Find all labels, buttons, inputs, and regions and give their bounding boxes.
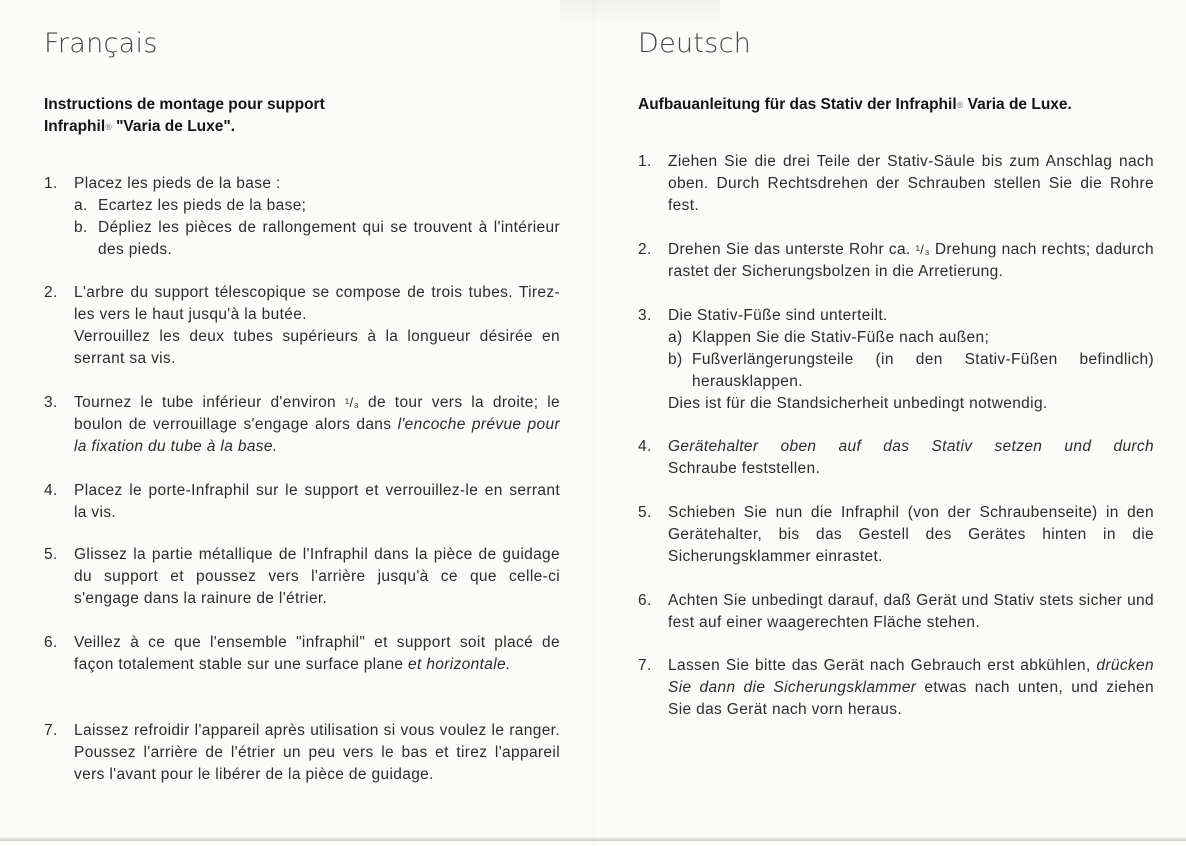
french-heading-model: "Varia de Luxe".: [111, 118, 236, 135]
registered-mark: ®: [105, 122, 112, 132]
substep-b: [74, 217, 560, 261]
step-text: Placez les pieds de la base :: [74, 175, 281, 192]
step-number: 4.: [44, 482, 58, 499]
step-text: etwas nach unten, und ziehen Sie das Gerät nach vorn heraus.: [668, 679, 1154, 718]
step-text: Schieben Sie nun die Infraphil (von der Schraubenseite) in den Gerätehalter, bis das Gestell des Gerätes hinten in die Sicherungsklammer einrastet.: [668, 504, 1154, 565]
french-step-1: [44, 173, 560, 261]
step-number: 3.: [44, 394, 58, 411]
step-text: Schraube feststellen.: [668, 460, 821, 477]
step-number: 6.: [638, 592, 652, 609]
page-bottom-edge: [0, 838, 1186, 841]
step-text: Verrouillez les deux tubes supérieurs à la longueur désirée en serrant sa vis.: [74, 328, 560, 367]
french-step-5: [44, 544, 560, 610]
step-text: Ziehen Sie die drei Teile der Stativ-Säule bis zum Anschlag nach oben. Durch Rechtsdrehen der Schrauben stellen Sie die Rohre fest.: [668, 153, 1154, 214]
german-step-2: [638, 239, 1154, 283]
step-number: 6.: [44, 634, 58, 651]
substep-label: a): [668, 329, 683, 346]
french-step-2: [44, 282, 560, 370]
step-number: 3.: [638, 307, 652, 324]
step-number: 5.: [44, 546, 58, 563]
substep-b: [668, 349, 1154, 393]
paper-fold-shadow: [560, 0, 720, 26]
step-text-italic: Gerätehalter oben auf das Stativ setzen und durch: [668, 438, 1154, 455]
french-step-6: [44, 632, 560, 676]
step-text: Laissez refroidir l'appareil après utilisation si vous voulez le ranger. Poussez l'arrière de l'étrier un peu vers le bas et tirez l'appareil vers l'avant pour le libérer de la pièce de guidage.: [74, 722, 560, 783]
fraction: ¹/₃: [344, 395, 360, 410]
german-heading-model: Varia de Luxe.: [963, 96, 1072, 113]
german-step-6: [638, 590, 1154, 634]
fraction: ¹/₃: [915, 242, 930, 257]
step-number: 2.: [44, 284, 58, 301]
step-text: de tour vers la droite; le boulon de verrouillage s'engage alors dans: [74, 394, 560, 433]
german-step-5: [638, 502, 1154, 568]
step-text: Lassen Sie bitte das Gerät nach Gebrauch erst abkühlen,: [668, 657, 1097, 674]
substep-text: Dépliez les pièces de rallongement qui se trouvent à l'intérieur des pieds.: [98, 219, 560, 258]
german-step-7: [638, 655, 1154, 721]
step-text: Drehen Sie das unterste Rohr ca.: [668, 241, 916, 258]
german-step-3: [638, 305, 1154, 415]
french-heading: [44, 94, 325, 138]
substep-a: [74, 195, 560, 217]
step-text: Glissez la partie métallique de l'Infraphil dans la pièce de guidage du support et poussez vers l'arrière jusqu'à ce que celle-ci s'engage dans la rainure de l'étrier.: [74, 546, 560, 607]
step-text: L'arbre du support télescopique se compose de trois tubes. Tirez-les vers le haut jusqu'à la butée.: [74, 284, 560, 323]
french-heading-product: Infraphil: [44, 118, 106, 135]
step-number: 1.: [638, 153, 652, 170]
step-number: 1.: [44, 175, 58, 192]
language-title-german: Deutsch: [638, 28, 752, 59]
german-heading-text: Aufbauanleitung für das Stativ der Infraphil: [638, 96, 957, 113]
german-step-1: [638, 151, 1154, 217]
substep-label: a.: [74, 197, 88, 214]
language-title-french: Français: [44, 28, 158, 59]
german-heading: [638, 94, 1072, 116]
substep-label: b): [668, 351, 683, 368]
step-text: Tournez le tube inférieur d'environ: [74, 394, 345, 411]
step-text: Die Stativ-Füße sind unterteilt.: [668, 307, 888, 324]
substep-text: Fußverlängerungsteile (in den Stativ-Füßen befindlich) herausklappen.: [692, 351, 1154, 390]
step-number: 4.: [638, 438, 652, 455]
german-step-4: [638, 436, 1154, 480]
french-heading-line1: Instructions de montage pour support: [44, 96, 325, 113]
step-text: Drehung nach rechts; dadurch rastet der Sicherungsbolzen in die Arretierung.: [668, 241, 1154, 280]
step-text: Dies ist für die Standsicherheit unbedingt notwendig.: [668, 395, 1048, 412]
step-text: Achten Sie unbedingt darauf, daß Gerät und Stativ stets sicher und fest auf einer waagerechten Fläche stehen.: [668, 592, 1154, 631]
substep-text: Klappen Sie die Stativ-Füße nach außen;: [692, 329, 990, 346]
step-text-italic: drücken Sie dann die Sicherungsklammer: [668, 657, 1154, 696]
step-number: 2.: [638, 241, 652, 258]
french-step-7: [44, 720, 560, 786]
step-number: 5.: [638, 504, 652, 521]
registered-mark: ®: [956, 100, 964, 110]
step-text-italic: l'encoche prévue pour la fixation du tube à la base.: [74, 416, 560, 455]
step-text-italic: et horizontale.: [408, 656, 511, 673]
substep-label: b.: [74, 219, 88, 236]
step-text: Veillez à ce que l'ensemble "infraphil" et support soit placé de façon totalement stable sur une surface plane: [74, 634, 560, 673]
step-number: 7.: [44, 722, 58, 739]
step-number: 7.: [638, 657, 652, 674]
substep-a: [668, 327, 1154, 349]
center-fold: [592, 0, 596, 846]
french-step-3: [44, 392, 560, 458]
substep-text: Ecartez les pieds de la base;: [98, 197, 307, 214]
french-step-4: [44, 480, 560, 524]
step-text: Placez le porte-Infraphil sur le support et verrouillez-le en serrant la vis.: [74, 482, 560, 521]
